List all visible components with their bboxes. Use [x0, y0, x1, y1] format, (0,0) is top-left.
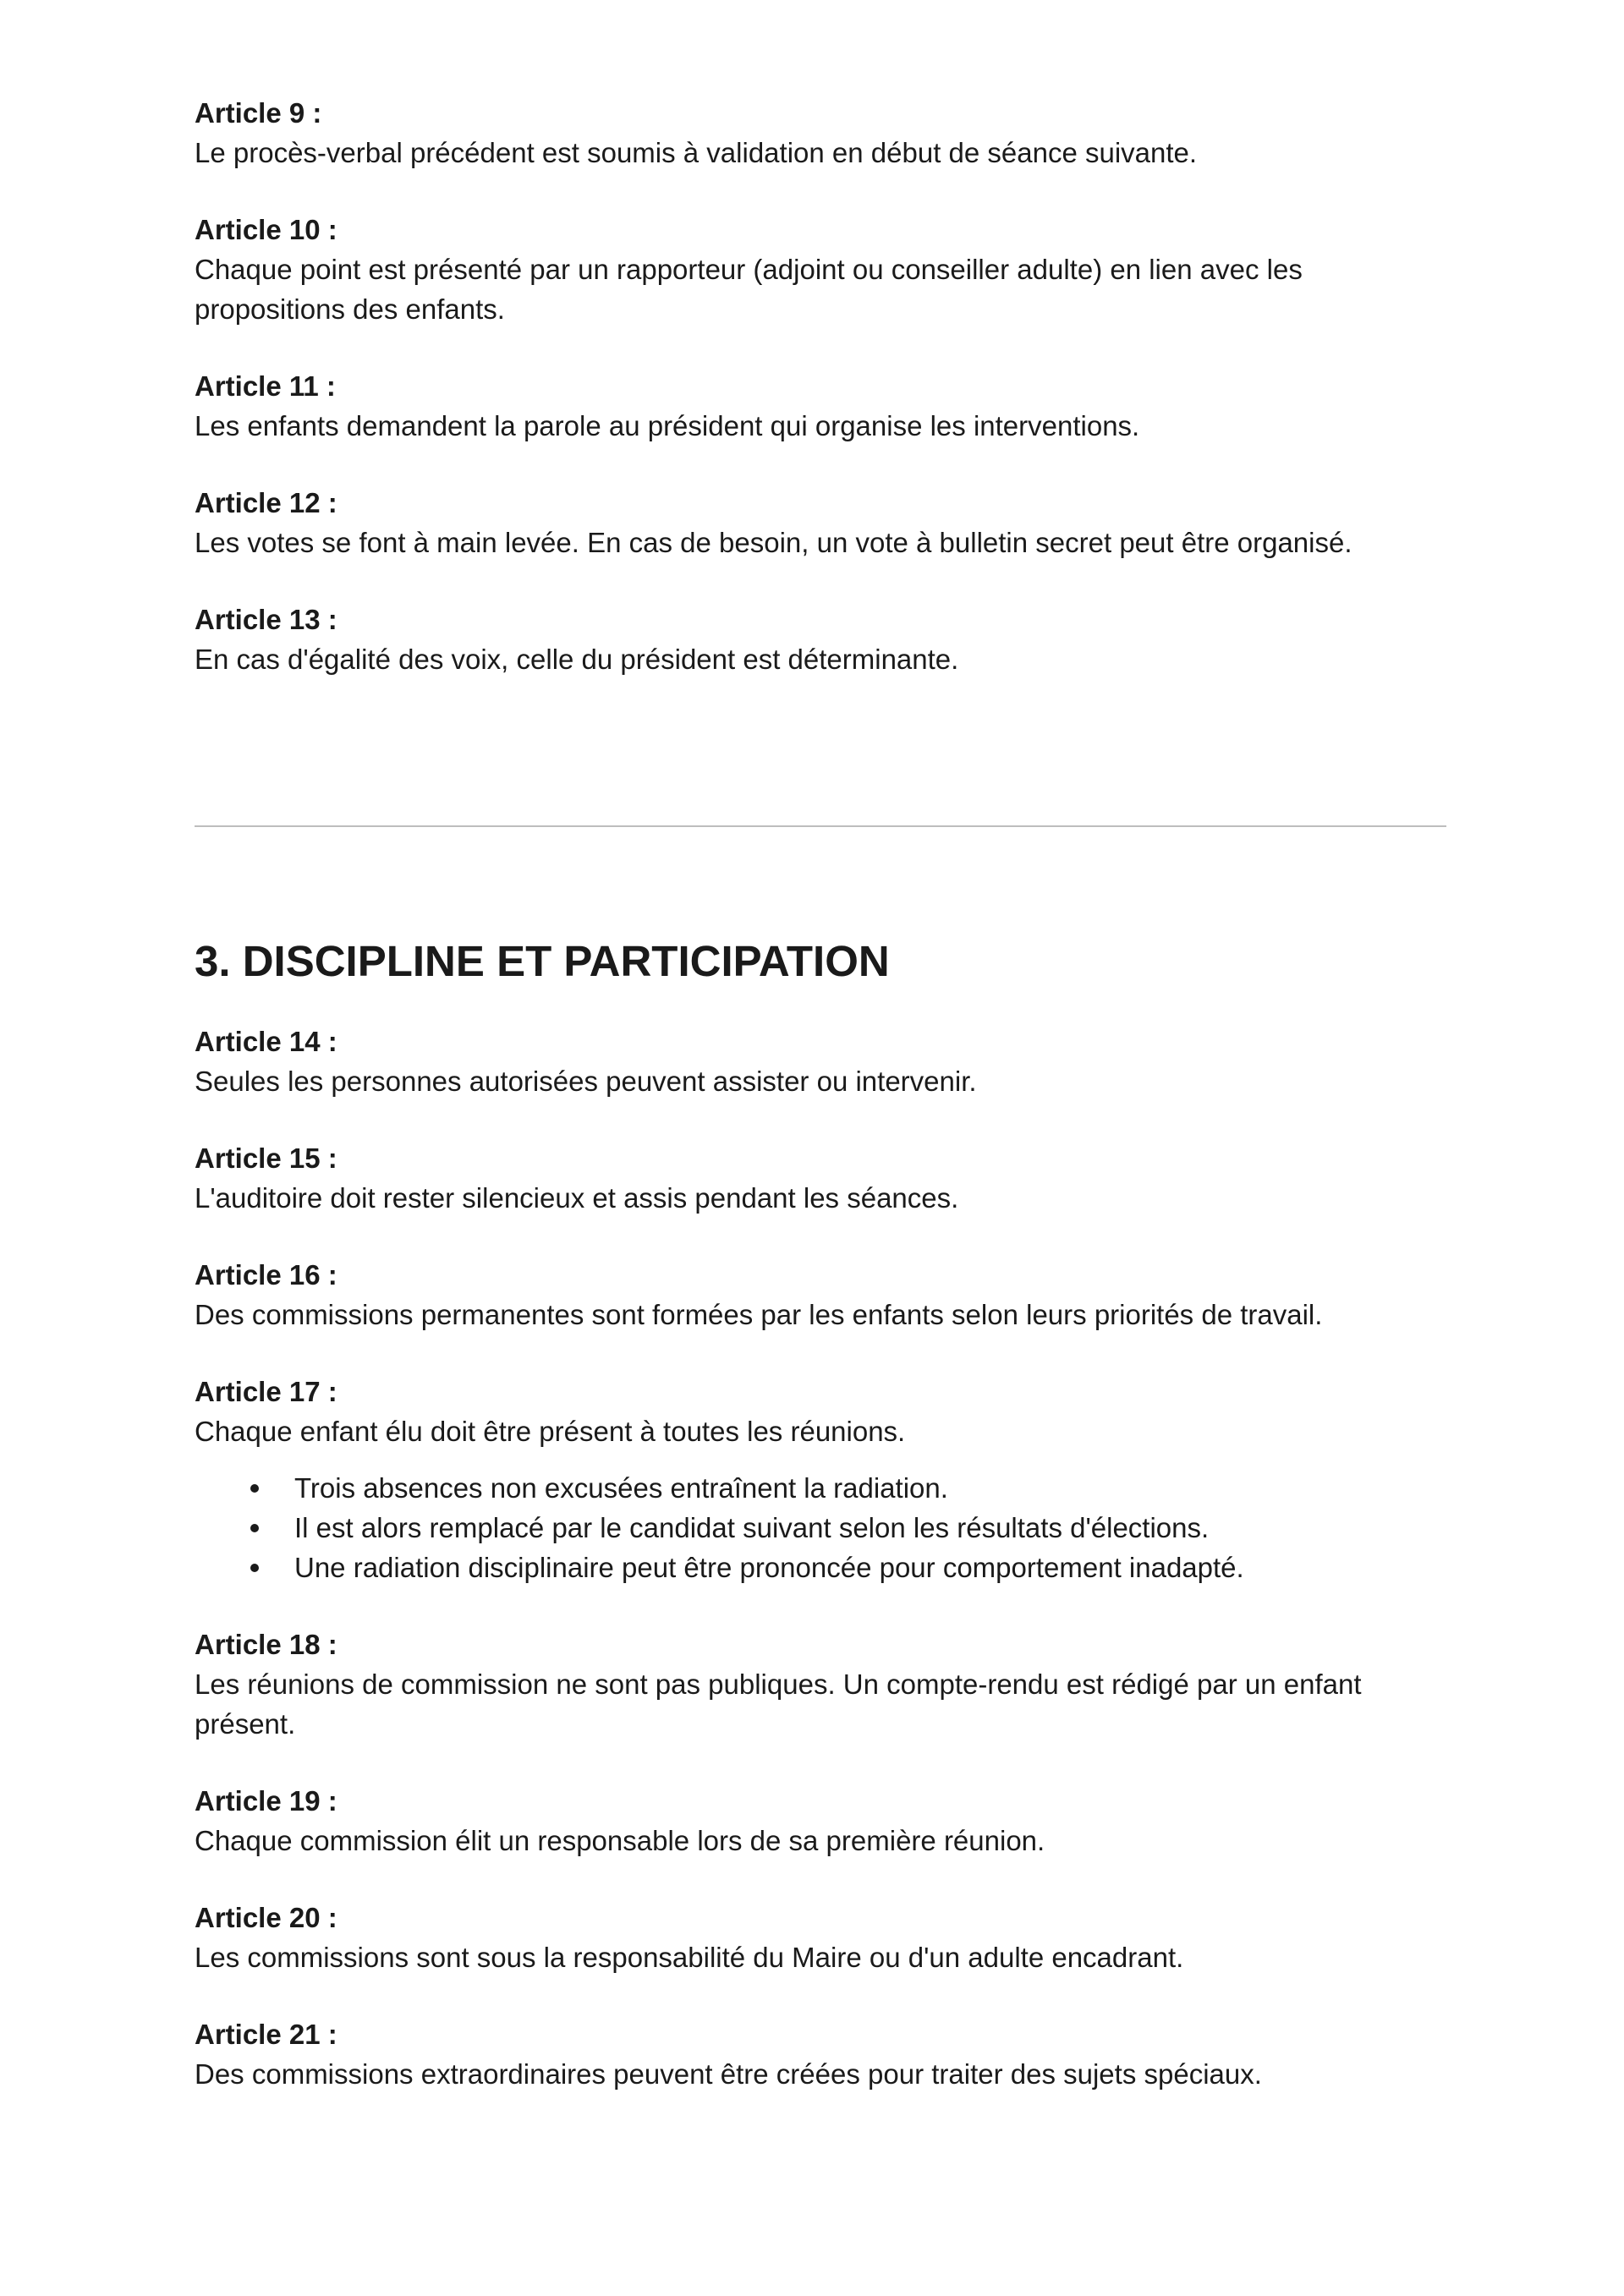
article-title: Article 9 :	[195, 97, 322, 129]
list-item-text: Il est alors remplacé par le candidat suivant selon les résultats d'élections.	[294, 1512, 1210, 1543]
article-title: Article 16 :	[195, 1259, 337, 1290]
article-text: En cas d'égalité des voix, celle du président est déterminante.	[195, 644, 959, 675]
article-9	[195, 93, 1446, 173]
article-title: Article 11 :	[195, 370, 336, 402]
article-12	[195, 483, 1446, 562]
article-text: Les enfants demandent la parole au président qui organise les interventions.	[195, 410, 1140, 441]
article-11	[195, 366, 1446, 446]
article-19	[195, 1781, 1446, 1860]
article-text: Chaque commission élit un responsable lors de sa première réunion.	[195, 1825, 1045, 1856]
article-title: Article 19 :	[195, 1785, 337, 1817]
article-20	[195, 1898, 1446, 1977]
article-title: Article 21 :	[195, 2019, 337, 2050]
article-title: Article 14 :	[195, 1026, 337, 1057]
article-title: Article 20 :	[195, 1902, 337, 1933]
article-16	[195, 1255, 1446, 1334]
bullet-icon	[250, 1564, 259, 1572]
section-discipline-participation	[195, 932, 1446, 2131]
bullet-list	[195, 1468, 1446, 1587]
list-item-text: Trois absences non excusées entraînent la radiation.	[294, 1472, 948, 1504]
article-text: Le procès-verbal précédent est soumis à validation en début de séance suivante.	[195, 137, 1198, 168]
article-text: Les commissions sont sous la responsabilité du Maire ou d'un adulte encadrant.	[195, 1942, 1184, 1973]
article-title: Article 17 :	[195, 1376, 337, 1407]
list-item	[294, 1468, 1446, 1508]
article-text: L'auditoire doit rester silencieux et assis pendant les séances.	[195, 1182, 959, 1214]
bullet-icon	[250, 1524, 259, 1532]
article-title: Article 15 :	[195, 1143, 337, 1174]
article-13	[195, 600, 1446, 679]
article-title: Article 13 :	[195, 604, 337, 635]
bullet-icon	[250, 1484, 259, 1493]
article-text: Chaque enfant élu doit être présent à toutes les réunions.	[195, 1416, 906, 1447]
article-title: Article 12 :	[195, 487, 337, 518]
article-21	[195, 2014, 1446, 2094]
article-text: Des commissions permanentes sont formées par les enfants selon leurs priorités de travail.	[195, 1299, 1323, 1330]
article-text: Les votes se font à main levée. En cas de besoin, un vote à bulletin secret peut être organisé.	[195, 527, 1352, 558]
article-text: Chaque point est présenté par un rapporteur (adjoint ou conseiller adulte) en lien avec les propositions des enfants.	[195, 254, 1303, 325]
article-text: Seules les personnes autorisées peuvent assister ou intervenir.	[195, 1066, 977, 1097]
article-text: Les réunions de commission ne sont pas publiques. Un compte-rendu est rédigé par un enfant présent.	[195, 1669, 1362, 1740]
list-item	[294, 1508, 1446, 1548]
section-1-articles	[195, 93, 1446, 716]
article-text: Des commissions extraordinaires peuvent être créées pour traiter des sujets spéciaux.	[195, 2058, 1262, 2090]
article-14	[195, 1022, 1446, 1101]
section-heading: 3. DISCIPLINE ET PARTICIPATION	[195, 937, 890, 985]
article-10	[195, 210, 1404, 329]
article-title: Article 10 :	[195, 214, 337, 245]
list-item	[294, 1548, 1446, 1587]
article-title: Article 18 :	[195, 1629, 337, 1660]
article-15	[195, 1138, 1446, 1218]
article-17	[195, 1372, 1446, 1587]
horizontal-divider	[195, 825, 1446, 827]
article-18	[195, 1625, 1379, 1744]
list-item-text: Une radiation disciplinaire peut être prononcée pour comportement inadapté.	[294, 1552, 1244, 1583]
